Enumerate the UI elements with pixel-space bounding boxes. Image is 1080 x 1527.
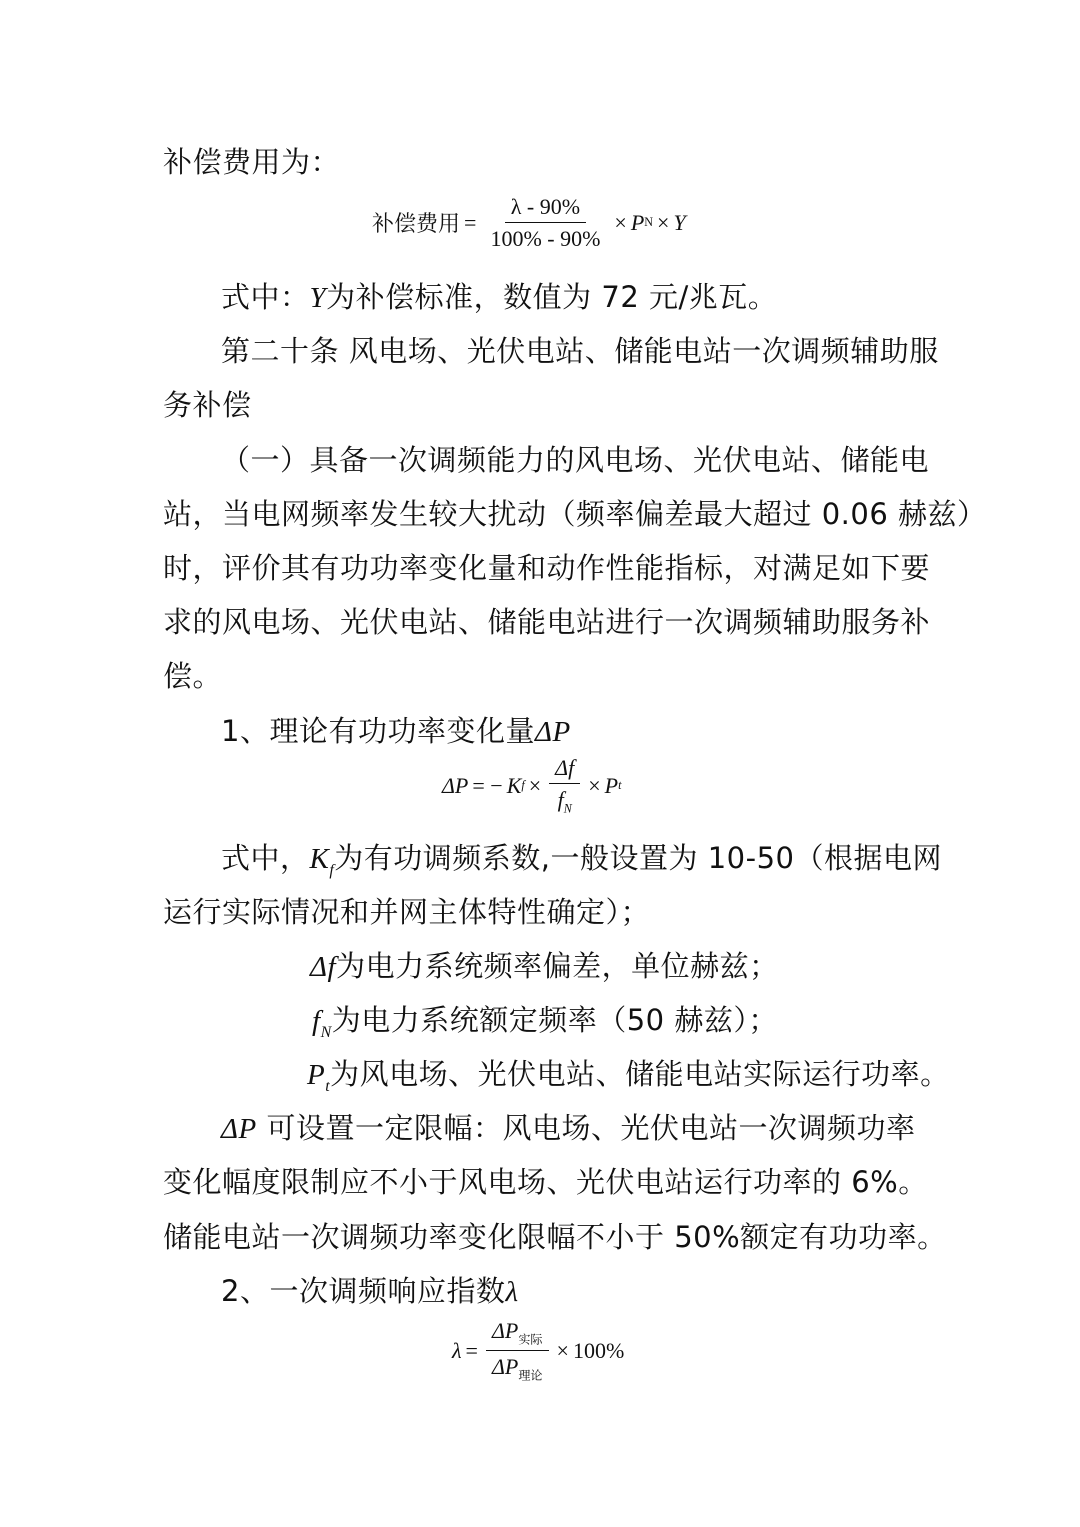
paragraph-limit-line3 [163, 1217, 947, 1257]
math-var: ΔP [221, 1113, 257, 1145]
math-sub: N [320, 1023, 332, 1041]
fraction-numerator: λ - 90% [505, 194, 586, 223]
text-line: 偿。 [163, 659, 223, 693]
text-line: 补偿费用为： [163, 145, 341, 179]
fraction-numerator [486, 1318, 549, 1351]
fraction-denominator [552, 784, 578, 816]
text-segment: 为电力系统频率偏差，单位赫兹； [336, 949, 779, 983]
text-segment: 为风电场、光伏电站、储能电站实际运行功率。 [330, 1057, 950, 1091]
fraction-denominator [486, 1351, 549, 1383]
formula-sub-n: N [563, 801, 572, 816]
formula-lhs: 补偿费用 [372, 212, 461, 238]
math-var: Δf [310, 951, 337, 983]
fraction-denominator: 100% - 90% [490, 226, 601, 252]
math-var: P [307, 1059, 326, 1091]
definition-fn [312, 1000, 778, 1053]
text-segment: 可设置一定限幅：风电场、光伏电站一次调频功率 [256, 1111, 916, 1145]
formula-times: × [556, 1337, 569, 1363]
math-sub: t [325, 1077, 331, 1095]
formula-lhs: ΔP [442, 772, 469, 798]
formula-var-p: P [604, 772, 619, 798]
math-var: f [312, 1005, 321, 1037]
formula-percent: 100% [572, 1337, 625, 1363]
paragraph-1-line1 [221, 440, 929, 480]
text-line: 运行实际情况和并网主体特性确定）； [163, 895, 651, 929]
formula-fraction [549, 755, 580, 817]
formula-sub-f: f [521, 778, 525, 793]
formula-times: × [657, 209, 670, 235]
paragraph-1-line4 [163, 602, 930, 642]
text-line: 变化幅度限制应不小于风电场、光伏电站运行功率的 6%。 [163, 1165, 928, 1199]
formula-var-p: P [630, 209, 645, 235]
formula-times: × [614, 209, 627, 235]
formula-var: ΔP [491, 1318, 519, 1343]
formula-sub: 实际 [518, 1332, 543, 1347]
formula-sub-t: t [618, 778, 622, 793]
formula-var-k: K [506, 772, 522, 798]
fraction-numerator: Δf [549, 755, 580, 784]
text-segment: 1、理论有功功率变化量 [221, 714, 535, 748]
formula-delta-p [442, 755, 621, 817]
definition-kf-line1 [221, 838, 942, 891]
paragraph-1-line3 [163, 548, 930, 588]
text-line: 务补偿 [163, 388, 252, 422]
math-var: Y [309, 282, 327, 314]
definition-pt [307, 1054, 950, 1107]
formula-fraction [484, 194, 606, 252]
text-segment: 式中： [221, 280, 310, 314]
formula-times: × [588, 772, 601, 798]
paragraph-limit-line1 [221, 1108, 915, 1149]
text-segment: 2、一次调频响应指数 [221, 1274, 506, 1308]
text-line: 时，评价其有功功率变化量和动作性能指标，对满足如下要 [163, 551, 931, 585]
formula-lambda [452, 1318, 624, 1384]
paragraph-y-definition [221, 277, 777, 318]
paragraph-limit-line2 [163, 1162, 928, 1202]
text-line: （一）具备一次调频能力的风电场、光伏电站、储能电 [221, 443, 930, 477]
definition-delta-f [310, 946, 779, 987]
text-segment: 为有功调频系数,一般设置为 10-50（根据电网 [334, 841, 943, 875]
definition-kf-line2 [163, 892, 650, 932]
formula-sub: 理论 [518, 1368, 543, 1383]
math-var: K [309, 843, 330, 875]
paragraph-compensation-intro [163, 142, 340, 182]
formula-var-f: f [557, 787, 564, 813]
text-line: 求的风电场、光伏电站、储能电站进行一次调频辅助服务补 [163, 605, 931, 639]
article-20-heading-line1 [221, 331, 939, 371]
formula-compensation-fee [372, 194, 686, 252]
math-sub: f [329, 861, 335, 879]
math-var: ΔP [534, 716, 571, 748]
text-segment: 为电力系统额定频率（50 赫兹）； [331, 1003, 778, 1037]
formula-equals: = [465, 1337, 478, 1363]
formula-times: × [528, 772, 542, 798]
text-segment: 为补偿标准，数值为 72 元/兆瓦。 [326, 280, 778, 314]
item-2-heading [221, 1271, 519, 1312]
math-var: λ [505, 1276, 519, 1308]
formula-sub-n: N [644, 215, 654, 230]
item-1-heading [221, 711, 571, 752]
formula-lhs: λ [452, 1337, 462, 1363]
text-line: 第二十条 风电场、光伏电站、储能电站一次调频辅助服 [221, 334, 939, 368]
formula-fraction [486, 1318, 549, 1384]
text-segment: 式中， [221, 841, 310, 875]
formula-var-y: Y [673, 209, 686, 235]
paragraph-1-line5 [163, 656, 222, 696]
text-line: 站，当电网频率发生较大扰动（频率偏差最大超过 0.06 赫兹） [163, 497, 987, 531]
formula-equals: = [464, 209, 477, 235]
paragraph-1-line2 [163, 494, 987, 534]
text-line: 储能电站一次调频功率变化限幅不小于 50%额定有功功率。 [163, 1220, 947, 1254]
formula-equals: = − [472, 772, 503, 798]
article-20-heading-line2 [163, 385, 252, 425]
formula-var: ΔP [491, 1354, 519, 1380]
